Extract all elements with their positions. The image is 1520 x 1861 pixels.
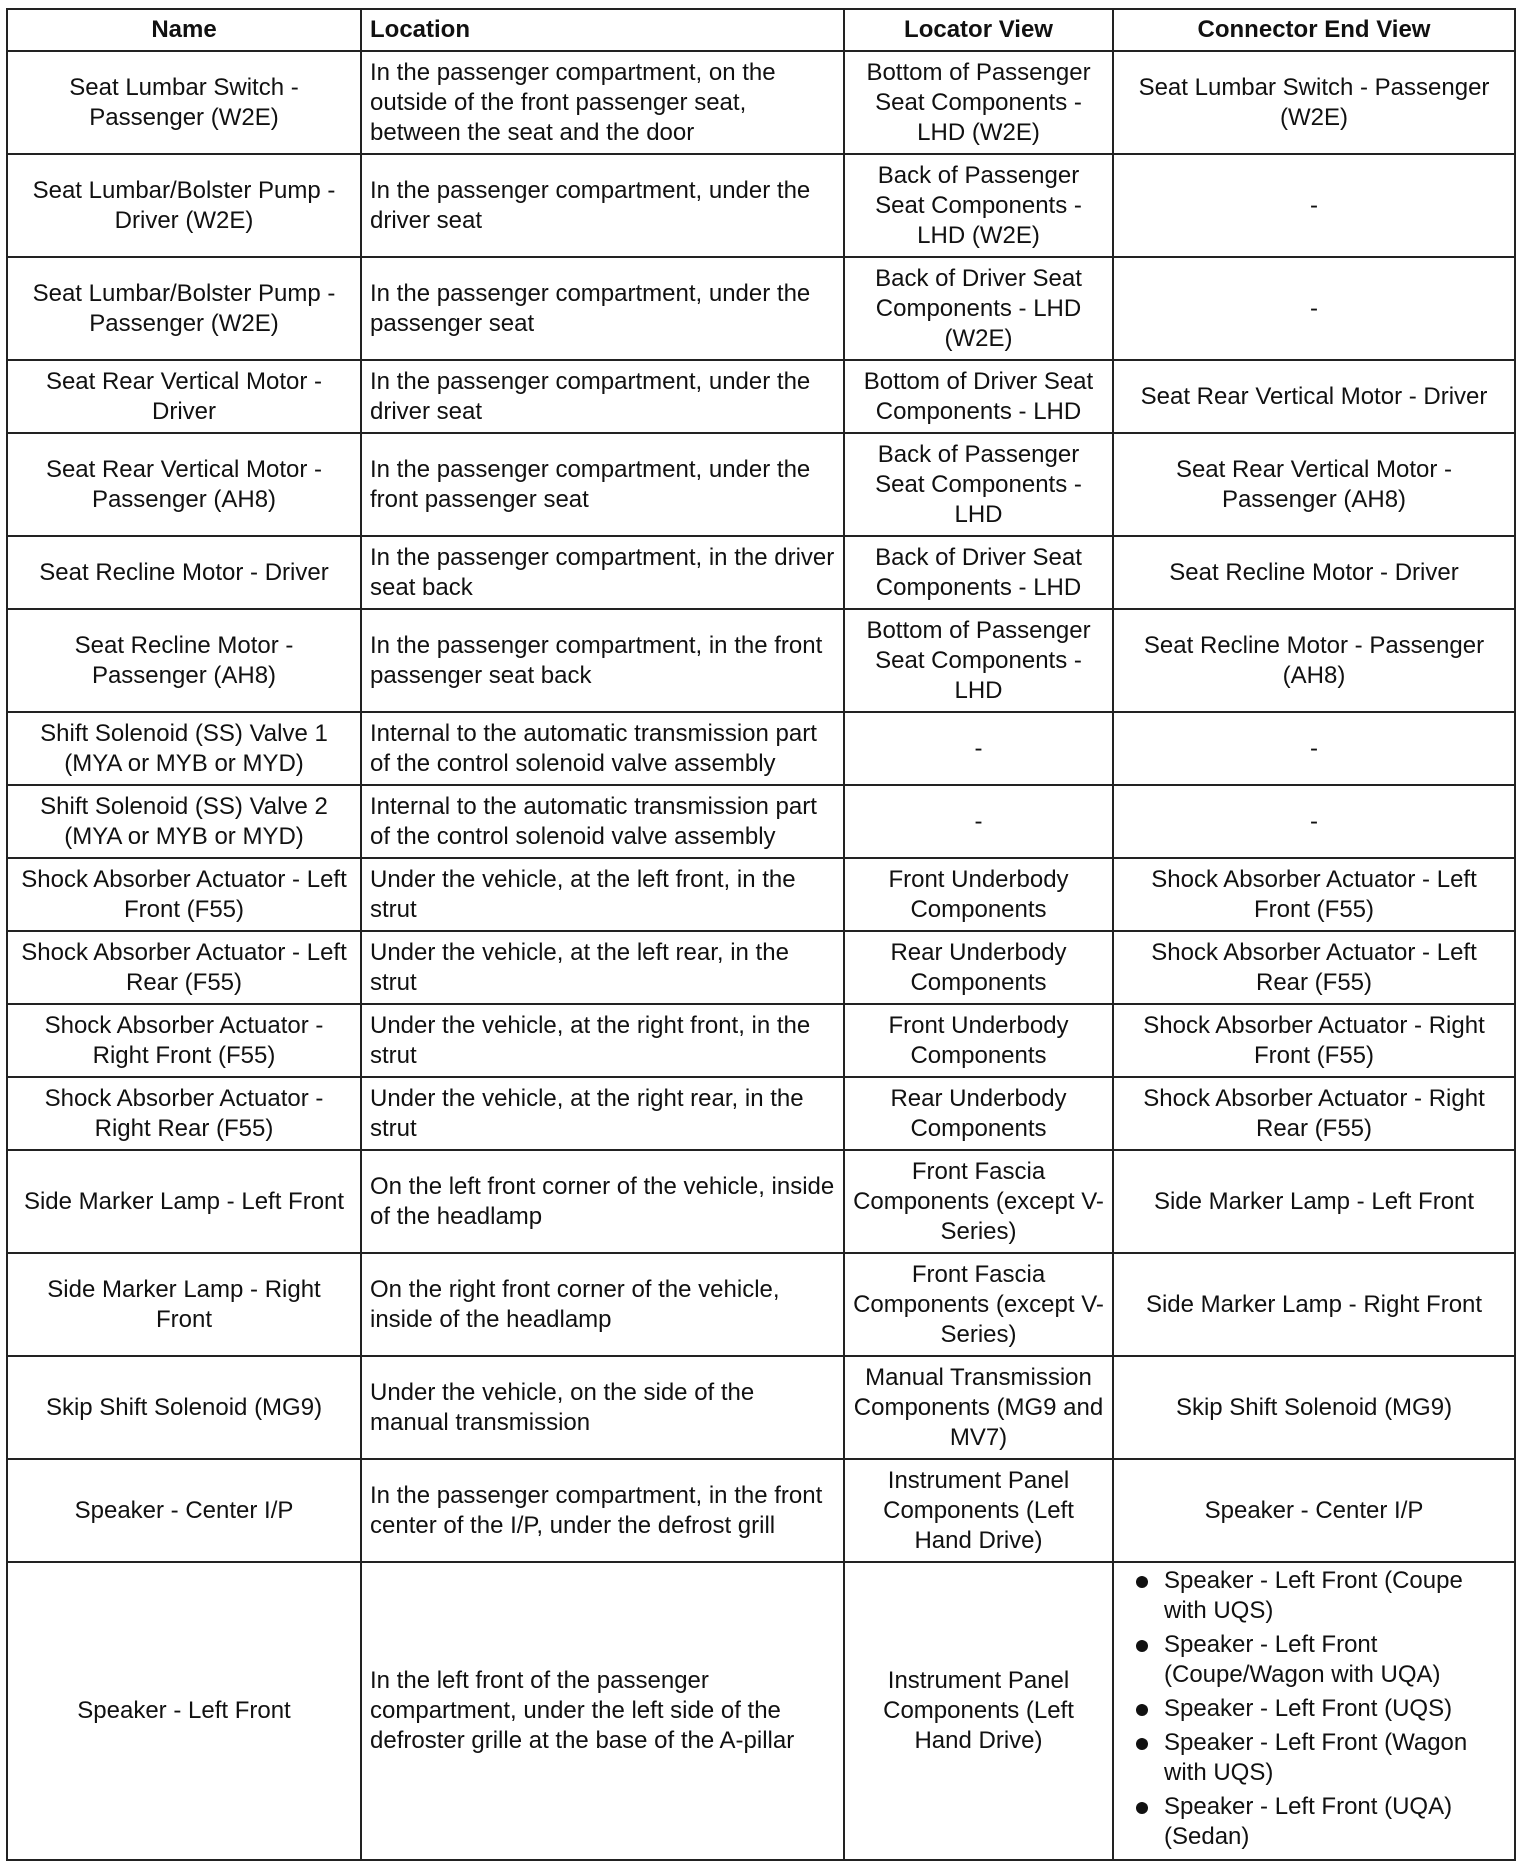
cell-locator-view[interactable]: Back of Driver Seat Components - LHD (W2E) — [844, 257, 1113, 360]
cell-locator-view[interactable]: Front Fascia Components (except V-Series) — [844, 1150, 1113, 1253]
cell-connector-end-view[interactable]: Seat Recline Motor - Driver — [1113, 536, 1515, 609]
cell-locator-view[interactable]: Back of Passenger Seat Components - LHD — [844, 433, 1113, 536]
cell-connector-end-view[interactable]: Shock Absorber Actuator - Right Rear (F55) — [1113, 1077, 1515, 1150]
cell-locator-view[interactable]: Manual Transmission Components (MG9 and MV7) — [844, 1356, 1113, 1459]
table-row — [7, 257, 1515, 360]
cell-location: In the left front of the passenger compartment, under the left side of the defroster grille at the base of the A-pillar — [361, 1562, 844, 1860]
header-row — [7, 9, 1515, 51]
cell-location: In the passenger compartment, under the front passenger seat — [361, 433, 844, 536]
cell-name: Seat Recline Motor - Driver — [7, 536, 361, 609]
cell-name: Shock Absorber Actuator - Left Front (F55) — [7, 858, 361, 931]
cell-connector-end-view[interactable]: Shock Absorber Actuator - Left Rear (F55) — [1113, 931, 1515, 1004]
cell-locator-view[interactable]: Rear Underbody Components — [844, 1077, 1113, 1150]
table-row — [7, 433, 1515, 536]
cell-name: Seat Rear Vertical Motor - Passenger (AH8) — [7, 433, 361, 536]
cell-connector-end-view: - — [1113, 712, 1515, 785]
component-locator-table-container — [6, 8, 1514, 1861]
cell-name: Speaker - Center I/P — [7, 1459, 361, 1562]
table-row — [7, 1562, 1515, 1860]
table-row — [7, 931, 1515, 1004]
cell-location: Under the vehicle, at the right front, in the strut — [361, 1004, 844, 1077]
bullet-list-item[interactable]: Speaker - Left Front (Coupe with UQS) — [1122, 1566, 1506, 1626]
cell-connector-end-view[interactable]: Seat Lumbar Switch - Passenger (W2E) — [1113, 51, 1515, 154]
cell-name: Seat Recline Motor - Passenger (AH8) — [7, 609, 361, 712]
cell-connector-end-view[interactable]: Side Marker Lamp - Left Front — [1113, 1150, 1515, 1253]
cell-name: Shock Absorber Actuator - Right Front (F55) — [7, 1004, 361, 1077]
table-row — [7, 1253, 1515, 1356]
cell-connector-end-view-list — [1113, 1562, 1515, 1860]
cell-locator-view[interactable]: Bottom of Passenger Seat Components - LHD (W2E) — [844, 51, 1113, 154]
table-row — [7, 360, 1515, 433]
cell-location: In the passenger compartment, under the driver seat — [361, 154, 844, 257]
cell-location: On the right front corner of the vehicle, inside of the headlamp — [361, 1253, 844, 1356]
cell-name: Skip Shift Solenoid (MG9) — [7, 1356, 361, 1459]
table-row — [7, 785, 1515, 858]
table-row — [7, 1150, 1515, 1253]
cell-name: Shift Solenoid (SS) Valve 2 (MYA or MYB or MYD) — [7, 785, 361, 858]
cell-locator-view[interactable]: Instrument Panel Components (Left Hand Drive) — [844, 1562, 1113, 1860]
table-row — [7, 1356, 1515, 1459]
table-row — [7, 858, 1515, 931]
cell-name: Side Marker Lamp - Right Front — [7, 1253, 361, 1356]
cell-name: Shock Absorber Actuator - Left Rear (F55) — [7, 931, 361, 1004]
cell-location: In the passenger compartment, in the front passenger seat back — [361, 609, 844, 712]
header-location: Location — [361, 9, 844, 51]
table-row — [7, 712, 1515, 785]
bullet-list-item[interactable]: Speaker - Left Front (Coupe/Wagon with UQA) — [1122, 1630, 1506, 1690]
cell-location: On the left front corner of the vehicle, inside of the headlamp — [361, 1150, 844, 1253]
connector-view-bullet-list — [1122, 1566, 1506, 1852]
table-row — [7, 51, 1515, 154]
cell-connector-end-view[interactable]: Speaker - Center I/P — [1113, 1459, 1515, 1562]
cell-connector-end-view[interactable]: Seat Recline Motor - Passenger (AH8) — [1113, 609, 1515, 712]
cell-name: Seat Lumbar/Bolster Pump - Driver (W2E) — [7, 154, 361, 257]
cell-connector-end-view: - — [1113, 154, 1515, 257]
cell-locator-view: - — [844, 712, 1113, 785]
cell-connector-end-view[interactable]: Shock Absorber Actuator - Right Front (F55) — [1113, 1004, 1515, 1077]
cell-locator-view: - — [844, 785, 1113, 858]
cell-location: In the passenger compartment, in the front center of the I/P, under the defrost grill — [361, 1459, 844, 1562]
cell-locator-view[interactable]: Instrument Panel Components (Left Hand Drive) — [844, 1459, 1113, 1562]
cell-connector-end-view[interactable]: Seat Rear Vertical Motor - Driver — [1113, 360, 1515, 433]
header-locator-view: Locator View — [844, 9, 1113, 51]
cell-connector-end-view[interactable]: Seat Rear Vertical Motor - Passenger (AH8) — [1113, 433, 1515, 536]
cell-locator-view[interactable]: Bottom of Driver Seat Components - LHD — [844, 360, 1113, 433]
cell-location: In the passenger compartment, under the passenger seat — [361, 257, 844, 360]
cell-connector-end-view: - — [1113, 257, 1515, 360]
bullet-list-item[interactable]: Speaker - Left Front (UQS) — [1122, 1694, 1506, 1724]
cell-location: Internal to the automatic transmission part of the control solenoid valve assembly — [361, 785, 844, 858]
cell-name: Side Marker Lamp - Left Front — [7, 1150, 361, 1253]
cell-name: Seat Rear Vertical Motor - Driver — [7, 360, 361, 433]
cell-name: Seat Lumbar/Bolster Pump - Passenger (W2E) — [7, 257, 361, 360]
cell-name: Shock Absorber Actuator - Right Rear (F55) — [7, 1077, 361, 1150]
cell-location: Under the vehicle, at the left front, in the strut — [361, 858, 844, 931]
cell-locator-view[interactable]: Front Underbody Components — [844, 858, 1113, 931]
component-locator-table — [6, 8, 1516, 1861]
cell-name: Speaker - Left Front — [7, 1562, 361, 1860]
cell-locator-view[interactable]: Back of Driver Seat Components - LHD — [844, 536, 1113, 609]
header-name: Name — [7, 9, 361, 51]
cell-location: Under the vehicle, at the left rear, in the strut — [361, 931, 844, 1004]
cell-location: In the passenger compartment, in the driver seat back — [361, 536, 844, 609]
cell-locator-view[interactable]: Back of Passenger Seat Components - LHD (W2E) — [844, 154, 1113, 257]
cell-locator-view[interactable]: Front Underbody Components — [844, 1004, 1113, 1077]
header-connector-end-view: Connector End View — [1113, 9, 1515, 51]
table-row — [7, 1077, 1515, 1150]
cell-locator-view[interactable]: Rear Underbody Components — [844, 931, 1113, 1004]
cell-locator-view[interactable]: Front Fascia Components (except V-Series) — [844, 1253, 1113, 1356]
table-row — [7, 609, 1515, 712]
bullet-list-item[interactable]: Speaker - Left Front (Wagon with UQS) — [1122, 1728, 1506, 1788]
cell-location: Under the vehicle, on the side of the manual transmission — [361, 1356, 844, 1459]
cell-location: In the passenger compartment, under the driver seat — [361, 360, 844, 433]
cell-location: In the passenger compartment, on the outside of the front passenger seat, between the seat and the door — [361, 51, 844, 154]
cell-connector-end-view[interactable]: Shock Absorber Actuator - Left Front (F55) — [1113, 858, 1515, 931]
cell-name: Seat Lumbar Switch - Passenger (W2E) — [7, 51, 361, 154]
cell-connector-end-view[interactable]: Skip Shift Solenoid (MG9) — [1113, 1356, 1515, 1459]
cell-connector-end-view: - — [1113, 785, 1515, 858]
bullet-list-item[interactable]: Speaker - Left Front (UQA) (Sedan) — [1122, 1792, 1506, 1852]
table-row — [7, 1004, 1515, 1077]
cell-locator-view[interactable]: Bottom of Passenger Seat Components - LHD — [844, 609, 1113, 712]
cell-location: Under the vehicle, at the right rear, in the strut — [361, 1077, 844, 1150]
cell-location: Internal to the automatic transmission part of the control solenoid valve assembly — [361, 712, 844, 785]
table-row — [7, 1459, 1515, 1562]
table-row — [7, 536, 1515, 609]
table-row — [7, 154, 1515, 257]
cell-connector-end-view[interactable]: Side Marker Lamp - Right Front — [1113, 1253, 1515, 1356]
cell-name: Shift Solenoid (SS) Valve 1 (MYA or MYB or MYD) — [7, 712, 361, 785]
